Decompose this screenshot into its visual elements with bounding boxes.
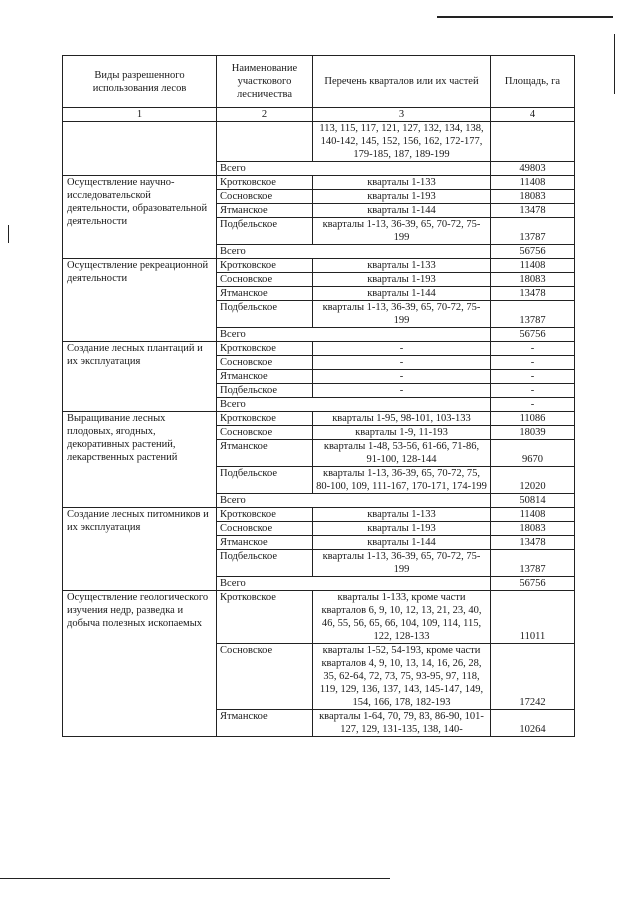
forestry-cell: Сосновское — [217, 426, 313, 440]
total-area: 56756 — [491, 577, 575, 591]
forestry-cell: Кротковское — [217, 259, 313, 273]
quarters-cell: кварталы 1-9, 11-193 — [313, 426, 491, 440]
area-cell: 13478 — [491, 536, 575, 550]
area-cell: 11408 — [491, 259, 575, 273]
area-cell: 13478 — [491, 287, 575, 301]
quarters-cell: кварталы 1-48, 53-56, 61-66, 71-86, 91-100, 128-144 — [313, 440, 491, 467]
quarters-cell: кварталы 1-133 — [313, 176, 491, 190]
forestry-cell: Подбельское — [217, 550, 313, 577]
quarters-cell: кварталы 1-13, 36-39, 65, 70-72, 75-199 — [313, 218, 491, 245]
scan-artifact-line-top — [437, 16, 613, 18]
use-type-cell: Выращивание лесных плодовых, ягодных, декоративных растений, лекарственных растений — [63, 412, 217, 508]
column-number: 4 — [491, 108, 575, 122]
table-row — [63, 508, 575, 522]
area-cell: 9670 — [491, 440, 575, 467]
quarters-cell: кварталы 1-144 — [313, 536, 491, 550]
area-cell: 18083 — [491, 190, 575, 204]
header-forestry: Наименование участкового лесничества — [217, 56, 313, 108]
forestry-cell: Ятманское — [217, 204, 313, 218]
quarters-cell: кварталы 1-95, 98-101, 103-133 — [313, 412, 491, 426]
area-cell: 13478 — [491, 204, 575, 218]
quarters-cell: 113, 115, 117, 121, 127, 132, 134, 138, 140-142, 145, 152, 156, 162, 172-177, 179-185, 187, 189-199 — [313, 122, 491, 162]
area-cell: 11011 — [491, 591, 575, 644]
document-page — [62, 55, 574, 737]
use-type-cell: Создание лесных плантаций и их эксплуатация — [63, 342, 217, 412]
total-area: 56756 — [491, 328, 575, 342]
forestry-cell: Подбельское — [217, 384, 313, 398]
quarters-cell: кварталы 1-133, кроме части кварталов 6, 9, 10, 12, 13, 21, 23, 40, 46, 55, 56, 65, 66, 104, 109, 114, 115, 122, 128-133 — [313, 591, 491, 644]
total-area: 56756 — [491, 245, 575, 259]
total-label: Всего — [217, 162, 491, 176]
use-type-cell: Осуществление рекреационной деятельности — [63, 259, 217, 342]
use-type-cell: Осуществление геологического изучения недр, разведка и добыча полезных ископаемых — [63, 591, 217, 737]
quarters-cell: кварталы 1-144 — [313, 204, 491, 218]
use-type-cell: Осуществление научно-исследовательской деятельности, образовательной деятельности — [63, 176, 217, 259]
forestry-cell: Подбельское — [217, 301, 313, 328]
quarters-cell: кварталы 1-193 — [313, 190, 491, 204]
forestry-cell: Кротковское — [217, 412, 313, 426]
area-cell: 18083 — [491, 273, 575, 287]
area-cell: 13787 — [491, 550, 575, 577]
scan-artifact-line-right — [614, 34, 615, 94]
forestry-cell: Ятманское — [217, 440, 313, 467]
quarters-cell: кварталы 1-13, 36-39, 65, 70-72, 75-199 — [313, 550, 491, 577]
area-cell: - — [491, 370, 575, 384]
scan-artifact-mark-left — [8, 225, 9, 243]
column-number: 2 — [217, 108, 313, 122]
forestry-cell — [217, 122, 313, 162]
header-quarters: Перечень кварталов или их частей — [313, 56, 491, 108]
total-area: - — [491, 398, 575, 412]
quarters-cell: - — [313, 356, 491, 370]
forestry-cell: Сосновское — [217, 522, 313, 536]
table-row — [63, 412, 575, 426]
quarters-cell: кварталы 1-133 — [313, 259, 491, 273]
total-label: Всего — [217, 577, 491, 591]
total-label: Всего — [217, 398, 491, 412]
forestry-cell: Ятманское — [217, 370, 313, 384]
scan-artifact-line-bottom — [0, 878, 390, 879]
forestry-cell: Ятманское — [217, 287, 313, 301]
forestry-cell: Сосновское — [217, 190, 313, 204]
area-cell: 11408 — [491, 176, 575, 190]
forestry-cell: Кротковское — [217, 591, 313, 644]
table-row — [63, 342, 575, 356]
area-cell: 10264 — [491, 710, 575, 737]
table-row — [63, 591, 575, 644]
forestry-cell: Подбельское — [217, 467, 313, 494]
total-area: 49803 — [491, 162, 575, 176]
area-cell: - — [491, 342, 575, 356]
table-header-row — [63, 56, 575, 108]
column-number: 3 — [313, 108, 491, 122]
area-cell: - — [491, 356, 575, 370]
forestry-cell: Ятманское — [217, 536, 313, 550]
column-number-row — [63, 108, 575, 122]
quarters-cell: кварталы 1-13, 36-39, 65, 70-72, 75, 80-100, 109, 111-167, 170-171, 174-199 — [313, 467, 491, 494]
column-number: 1 — [63, 108, 217, 122]
area-cell: 11086 — [491, 412, 575, 426]
area-cell: 13787 — [491, 218, 575, 245]
forestry-cell: Кротковское — [217, 508, 313, 522]
use-type-cell — [63, 122, 217, 176]
forestry-cell: Кротковское — [217, 342, 313, 356]
table-row — [63, 259, 575, 273]
quarters-cell: кварталы 1-52, 54-193, кроме части кварталов 4, 9, 10, 13, 14, 16, 26, 28, 35, 62-64, 72, 73, 75, 93-95, 97, 118, 119, 129, 136, 137, 143, 145-147, 149, 154, 166, 178, 182-193 — [313, 644, 491, 710]
table-row — [63, 122, 575, 162]
table-row — [63, 176, 575, 190]
area-cell: 17242 — [491, 644, 575, 710]
total-label: Всего — [217, 245, 491, 259]
quarters-cell: кварталы 1-133 — [313, 508, 491, 522]
forest-use-table — [62, 55, 575, 737]
total-area: 50814 — [491, 494, 575, 508]
use-type-cell: Создание лесных питомников и их эксплуатация — [63, 508, 217, 591]
area-cell: - — [491, 384, 575, 398]
area-cell: 18083 — [491, 522, 575, 536]
quarters-cell: - — [313, 370, 491, 384]
quarters-cell: - — [313, 384, 491, 398]
forestry-cell: Сосновское — [217, 273, 313, 287]
header-area: Площадь, га — [491, 56, 575, 108]
total-label: Всего — [217, 494, 491, 508]
total-label: Всего — [217, 328, 491, 342]
forestry-cell: Ятманское — [217, 710, 313, 737]
area-cell — [491, 122, 575, 162]
quarters-cell: кварталы 1-13, 36-39, 65, 70-72, 75-199 — [313, 301, 491, 328]
quarters-cell: кварталы 1-193 — [313, 273, 491, 287]
area-cell: 18039 — [491, 426, 575, 440]
area-cell: 13787 — [491, 301, 575, 328]
forestry-cell: Кротковское — [217, 176, 313, 190]
forestry-cell: Сосновское — [217, 356, 313, 370]
quarters-cell: кварталы 1-64, 70, 79, 83, 86-90, 101-127, 129, 131-135, 138, 140- — [313, 710, 491, 737]
forestry-cell: Подбельское — [217, 218, 313, 245]
area-cell: 12020 — [491, 467, 575, 494]
quarters-cell: - — [313, 342, 491, 356]
quarters-cell: кварталы 1-193 — [313, 522, 491, 536]
area-cell: 11408 — [491, 508, 575, 522]
header-use-type: Виды разрешенного использования лесов — [63, 56, 217, 108]
quarters-cell: кварталы 1-144 — [313, 287, 491, 301]
forestry-cell: Сосновское — [217, 644, 313, 710]
